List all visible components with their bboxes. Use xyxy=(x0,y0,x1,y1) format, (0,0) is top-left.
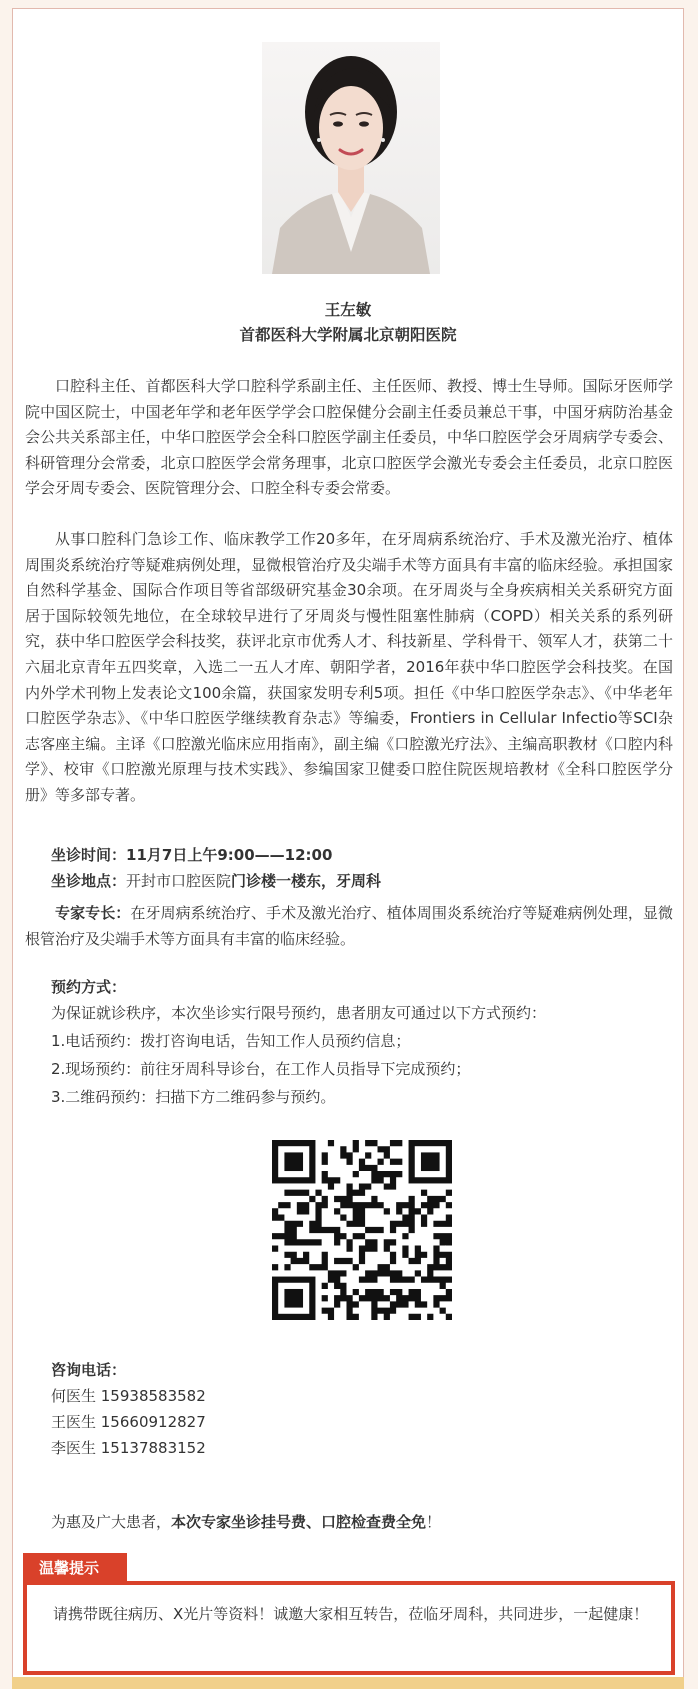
free-notice-prefix: 为惠及广大患者， xyxy=(51,1513,172,1531)
contact-item: 李医生 15137883152 xyxy=(51,1439,206,1457)
clinic-time-value: 11月7日上午9:00——12:00 xyxy=(126,846,333,864)
qr-code-icon xyxy=(272,1140,452,1320)
booking-intro: 为保证就诊秩序，本次坐诊实行限号预约，患者朋友可通过以下方式预约： xyxy=(51,1004,547,1022)
clinic-expertise xyxy=(25,900,673,952)
clinic-place xyxy=(51,868,381,894)
free-notice-bold: 本次专家坐诊挂号费、口腔检查费全免 xyxy=(171,1513,427,1531)
contact-title-text: 咨询电话： xyxy=(51,1361,127,1379)
free-notice xyxy=(51,1509,441,1535)
contact-item: 何医生 15938583582 xyxy=(51,1387,206,1405)
clinic-place-value-1: 开封市口腔医院 xyxy=(126,872,232,890)
warm-tip-label: 温馨提示 xyxy=(23,1553,127,1583)
doctor-name: 王左敏 xyxy=(324,301,372,319)
contact-item: 王医生 15660912827 xyxy=(51,1413,206,1431)
bottom-decor-bar xyxy=(12,1677,684,1689)
clinic-expertise-label: 专家专长： xyxy=(55,904,131,922)
article-card xyxy=(12,8,684,1680)
contact-title xyxy=(51,1357,126,1383)
doctor-hospital: 首都医科大学附属北京朝阳医院 xyxy=(239,326,457,344)
booking-qr-code[interactable] xyxy=(272,1140,452,1320)
clinic-time xyxy=(51,842,332,868)
bio-paragraph-2: 从事口腔科门急诊工作、临床教学工作20多年，在牙周病系统治疗、手术及激光治疗、植体周围炎系统治疗等疑难病例处理，显微根管治疗及尖端手术等方面具有丰富的临床经验。承担国家自然科学基金、国际合作项目等省部级研究基金30余项。在牙周炎与全身疾病相关关系研究方面居于国际较领先地位，在全球较早进行了牙周炎与慢性阻塞性肺病（COPD）相关关系的系列研究，获中华口腔医学会科技奖，获评北京市优秀人才、科技新星、学科骨干、领军人才，获第二十六届北京青年五四奖章，入选二一五人才库、朝阳学者，2016年获中华口腔医学会科技奖。在国内外学术刊物上发表论文100余篇，获国家发明专利5项。担任《中华口腔医学杂志》、《中华老年口腔医学杂志》、《中华口腔医学继续教育杂志》等编委，Frontiers in Cellular Infectio等SCI杂志客座主编。主译《口腔激光临床应用指南》，副主编《口腔激光疗法》、主编高职教材《口腔内科学》、校审《口腔激光原理与技术实践》、参编国家卫健委口腔住院医规培教材《全科口腔医学分册》等多部专著。 xyxy=(25,530,673,804)
booking-item: 3.二维码预约：扫描下方二维码参与预约。 xyxy=(51,1088,336,1106)
clinic-place-value-2: 门诊楼一楼东，牙周科 xyxy=(231,872,382,890)
doctor-portrait xyxy=(262,42,440,274)
clinic-time-label: 坐诊时间： xyxy=(51,846,127,864)
clinic-expertise-value: 在牙周病系统治疗、手术及激光治疗、植体周围炎系统治疗等疑难病例处理，显微根管治疗及尖端手术等方面具有丰富的临床经验。 xyxy=(25,904,673,948)
booking-item: 1.电话预约：拨打咨询电话，告知工作人员预约信息； xyxy=(51,1032,411,1050)
booking-title-text: 预约方式： xyxy=(51,978,127,996)
booking-title xyxy=(51,974,126,1000)
bio-paragraph-1: 口腔科主任、首都医科大学口腔科学系副主任、主任医师、教授、博士生导师。国际牙医师学院中国区院士，中国老年学和老年医学学会口腔保健分会副主任委员兼总干事，中国牙病防治基金会公共关系部主任，中华口腔医学会全科口腔医学副主任委员，中华口腔医学会牙周病学专委会、科研管理分会常委，北京口腔医学会常务理事，北京口腔医学会激光专委会主任委员，北京口腔医学会牙周专委会、医院管理分会、口腔全科专委会常委。 xyxy=(25,377,673,498)
warm-tip-text: 请携带既往病历、X光片等资料！诚邀大家相互转告，莅临牙周科，共同进步，一起健康！ xyxy=(53,1605,649,1623)
free-notice-suffix: ！ xyxy=(426,1513,442,1531)
clinic-place-label: 坐诊地点： xyxy=(51,872,127,890)
warm-tip xyxy=(23,1553,675,1675)
warm-tip-box xyxy=(23,1581,675,1675)
booking-item: 2.现场预约：前往牙周科导诊台，在工作人员指导下完成预约； xyxy=(51,1060,471,1078)
